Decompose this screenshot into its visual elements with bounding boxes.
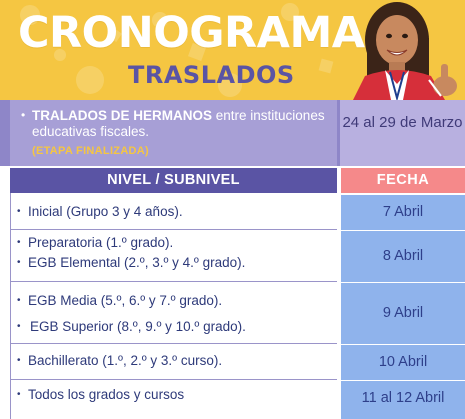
table-row [0, 195, 465, 230]
bullet-icon: • [17, 295, 21, 306]
date-cell: 10 Abril [341, 345, 465, 380]
level-item: EGB Superior (8.º, 9.º y 10.º grado). [30, 319, 246, 334]
date-cell: 7 Abril [341, 195, 465, 230]
intro-description-cell [10, 100, 337, 166]
bullet-icon: • [17, 321, 21, 332]
intro-bold-text: TRALADOS DE HERMANOS [32, 108, 213, 123]
bullet-icon: • [17, 257, 21, 268]
intro-row [0, 100, 465, 166]
intro-description [32, 108, 337, 140]
bullet-icon: • [17, 355, 21, 366]
table-row [0, 381, 465, 419]
student-photo [345, 0, 465, 100]
level-item: EGB Media (5.º, 6.º y 7.º grado). [28, 293, 223, 308]
date-cell: 9 Abril [341, 283, 465, 344]
level-item: EGB Elemental (2.º, 3.º y 4.º grado). [28, 255, 246, 270]
table-row [0, 231, 465, 282]
header-banner [0, 0, 465, 100]
intro-date-cell [340, 100, 465, 166]
page-subtitle: TRASLADOS [128, 61, 295, 89]
date-cell: 11 al 12 Abril [341, 381, 465, 419]
bullet-icon: • [17, 389, 21, 400]
intro-status: (ETAPA FINALIZADA) [32, 145, 150, 157]
bullet-icon: • [21, 108, 26, 122]
column-header-level: NIVEL / SUBNIVEL [10, 168, 337, 193]
table-row [0, 283, 465, 344]
intro-date: 24 al 29 de Marzo [342, 114, 463, 131]
level-item: Bachillerato (1.º, 2.º y 3.º curso). [28, 353, 223, 368]
bullet-icon: • [17, 206, 21, 217]
intro-rest-text: entre instituciones educativas fiscales. [32, 108, 325, 139]
date-cell: 8 Abril [341, 231, 465, 282]
page-title: CRONOGRAMA [18, 8, 365, 58]
level-item: Todos los grados y cursos [28, 387, 185, 402]
level-item: Preparatoria (1.º grado). [28, 235, 174, 250]
level-item: Inicial (Grupo 3 y 4 años). [28, 204, 183, 219]
column-header-date: FECHA [341, 168, 465, 193]
bullet-icon: • [17, 237, 21, 248]
table-row [0, 345, 465, 380]
